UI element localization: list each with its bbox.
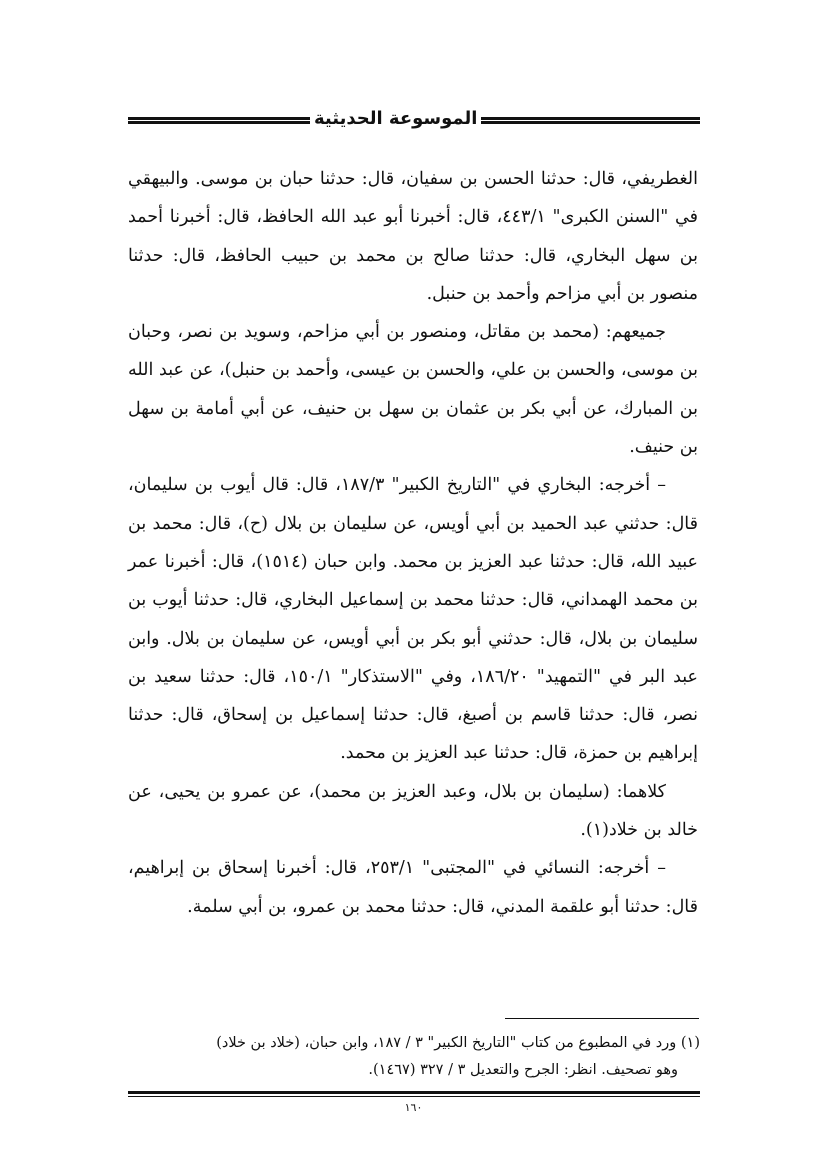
footnote-line: وهو تصحيف. انظر: الجرح والتعديل ٣ / ٣٢٧ (١٤٦٧). <box>368 1062 678 1078</box>
footer-rule <box>128 1091 700 1097</box>
paragraph: الغطريفي، قال: حدثنا الحسن بن سفيان، قال: حدثنا حبان بن موسى. والبيهقي في "السنن الكبرى" ٤٤٣/١، قال: أخبرنا أبو عبد الله الحافظ، قال: أخبرنا أحمد بن سهل البخاري، قال: حدثنا صالح بن محمد بن حبيب الحافظ، قال: حدثنا منصور بن أبي مزاحم وأحمد بن حنبل. <box>128 169 699 304</box>
main-text <box>128 160 698 926</box>
paragraph: – أخرجه: النسائي في "المجتبى" ٢٥٣/١، قال: أخبرنا إسحاق بن إبراهيم، قال: حدثنا أبو علقمة المدني، قال: حدثنا محمد بن عمرو، بن أبي سلمة. <box>128 858 698 917</box>
footnote-separator <box>505 1018 699 1019</box>
paragraph: كلاهما: (سليمان بن بلال، وعبد العزيز بن محمد)، عن عمرو بن يحيى، عن خالد بن خلاد(١). <box>128 781 698 841</box>
page-number: ١٦٠ <box>404 1101 423 1114</box>
header-title: الموسوعة الحديثية <box>310 106 481 132</box>
paragraph: جميعهم: (محمد بن مقاتل، ومنصور بن أبي مزاحم، وسويد بن نصر، وحبان بن موسى، والحسن بن علي، والحسن بن عيسى، وأحمد بن حنبل)، عن عبد الله بن المبارك، عن أبي بكر بن عثمان بن سهل بن حنيف، عن أبي أمامة بن سهل بن حنيف. <box>128 322 698 458</box>
paragraph: – أخرجه: البخاري في "التاريخ الكبير" ١٨٧/٣، قال: قال أيوب بن سليمان، قال: حدثني عبد الحميد بن أبي أويس، عن سليمان بن بلال (ح)، قال: محمد بن عبيد الله، قال: حدثنا عبد العزيز بن محمد. وابن حبان (١٥١٤)، قال: أخبرنا عمر بن محمد الهمداني، قال: حدثنا محمد بن إسماعيل البخاري، قال: حدثنا أيوب بن سليمان بن بلال، قال: حدثني أبو بكر بن أبي أويس، عن سليمان بن بلال. وابن عبد البر في "التمهيد" ١٨٦/٢٠، وفي "الاستذكار" ١٥٠/١، قال: حدثنا سعيد بن نصر، قال: حدثنا قاسم بن أصبغ، قال: حدثنا إسماعيل بن إسحاق، قال: حدثنا إبراهيم بن حمزة، قال: حدثنا عبد العزيز بن محمد. <box>128 475 698 764</box>
footnote <box>128 1030 700 1084</box>
header-rule-left <box>128 117 310 124</box>
running-header <box>128 108 700 138</box>
footnote-line: (١) ورد في المطبوع من كتاب "التاريخ الكبير" ٣ / ١٨٧، وابن حبان، (خلاد بن خلاد) <box>216 1035 700 1051</box>
